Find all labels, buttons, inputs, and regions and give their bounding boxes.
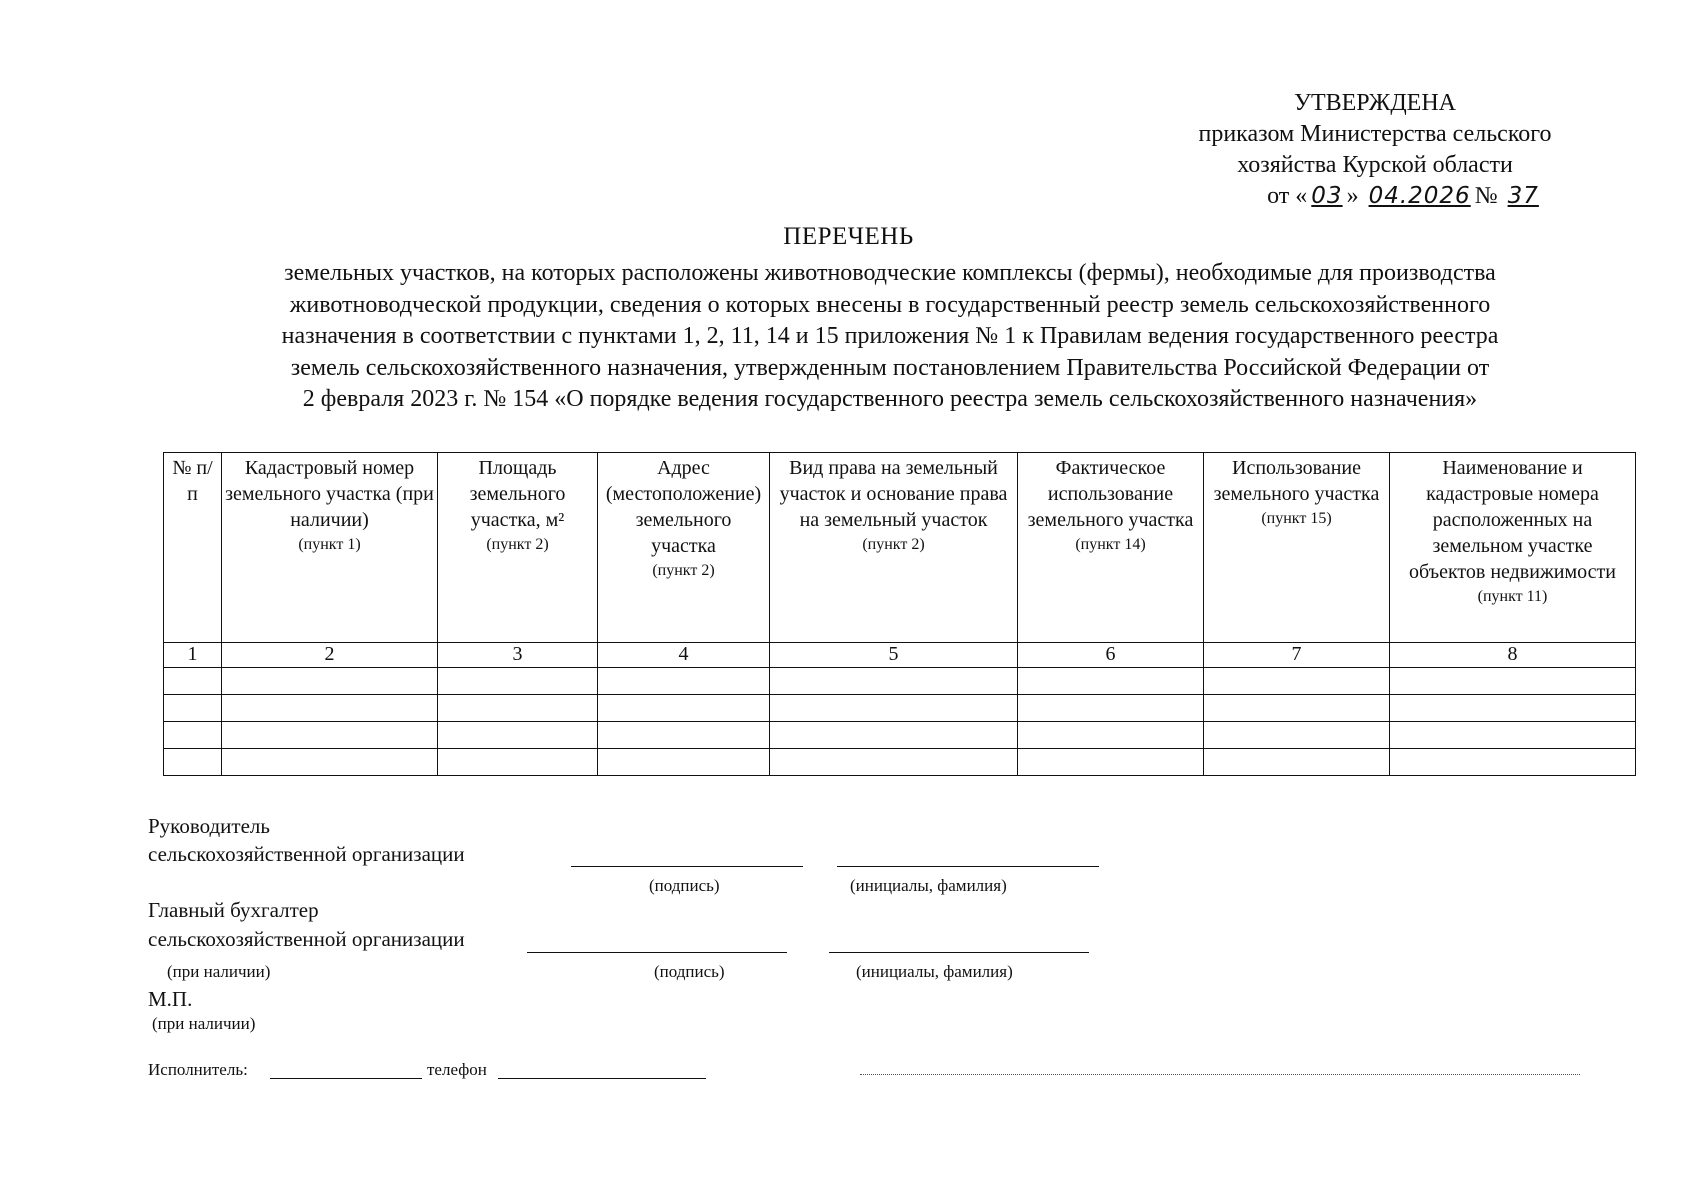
col-header-number xyxy=(164,453,222,643)
accountant-signature-caption: (подпись) xyxy=(654,962,725,981)
table-cell[interactable] xyxy=(438,722,598,749)
subtitle-line: земельных участков, на которых расположены животноводческие комплексы (фермы), необходимые для производства xyxy=(284,260,1496,286)
head-name-caption: (инициалы, фамилия) xyxy=(850,876,1007,895)
table-cell[interactable] xyxy=(438,695,598,722)
table-cell[interactable] xyxy=(1204,749,1390,776)
table-cell[interactable] xyxy=(222,722,438,749)
column-number: 5 xyxy=(770,643,1018,668)
col-header-point: (пункт 2) xyxy=(862,536,925,553)
accountant-title: Главный бухгалтер xyxy=(148,898,319,922)
head-title: Руководитель xyxy=(148,814,270,838)
empty-rows xyxy=(164,668,1636,776)
table-cell[interactable] xyxy=(770,695,1018,722)
col-header-objects xyxy=(1390,453,1636,643)
col-header-label: Наименование и кадастровые номера расположенных на земельном участке объектов недвижимости xyxy=(1409,457,1616,583)
col-header-label: Использование земельного участка xyxy=(1213,457,1380,505)
document-title: ПЕРЕЧЕНЬ xyxy=(783,223,914,250)
column-number: 1 xyxy=(164,643,222,668)
table-cell[interactable] xyxy=(770,749,1018,776)
head-name-field[interactable] xyxy=(837,866,1099,867)
table-header-row xyxy=(164,453,1636,643)
column-number: 3 xyxy=(438,643,598,668)
table-cell[interactable] xyxy=(598,749,770,776)
approval-line-1: приказом Министерства сельского xyxy=(1198,121,1552,147)
date-month-year-handwritten: 04.2026 xyxy=(1368,183,1471,209)
col-header-label: Адрес (местоположение) земельного участка xyxy=(605,457,762,557)
table-cell[interactable] xyxy=(1018,749,1204,776)
table-cell[interactable] xyxy=(770,722,1018,749)
col-header-point: (пункт 2) xyxy=(652,562,715,579)
table-cell[interactable] xyxy=(770,668,1018,695)
table-cell[interactable] xyxy=(164,722,222,749)
column-number: 7 xyxy=(1204,643,1390,668)
order-number-handwritten: 37 xyxy=(1507,183,1539,209)
head-signature-field[interactable] xyxy=(571,866,803,867)
table-cell[interactable] xyxy=(1390,668,1636,695)
table-cell[interactable] xyxy=(1204,668,1390,695)
executor-label: Исполнитель: xyxy=(148,1060,248,1079)
table-cell[interactable] xyxy=(598,722,770,749)
stamp-if-any: (при наличии) xyxy=(152,1014,256,1033)
table-cell[interactable] xyxy=(222,668,438,695)
scan-artifact-line xyxy=(860,1074,1580,1075)
table-cell[interactable] xyxy=(1018,695,1204,722)
col-header-right-type xyxy=(770,453,1018,643)
col-header-actual-use xyxy=(1018,453,1204,643)
land-plots-table xyxy=(163,452,1636,776)
stamp-label: М.П. xyxy=(148,987,193,1011)
table-cell[interactable] xyxy=(1390,749,1636,776)
date-day-handwritten: 03 xyxy=(1311,183,1343,209)
table-cell[interactable] xyxy=(164,695,222,722)
table-cell[interactable] xyxy=(438,668,598,695)
table-row xyxy=(164,695,1636,722)
table-row xyxy=(164,668,1636,695)
subtitle-line: земель сельскохозяйственного назначения, утвержденным постановлением Правительства Российской Федерации от xyxy=(290,354,1490,381)
col-header-point: (пункт 15) xyxy=(1261,510,1332,527)
col-header-area xyxy=(438,453,598,643)
subtitle-line: назначения в соответствии с пунктами 1, 2, 11, 14 и 15 приложения № 1 к Правилам ведения государственного реестра xyxy=(281,323,1499,349)
table-row xyxy=(164,749,1636,776)
col-header-label: Площадь земельного участка, м² xyxy=(469,457,566,531)
col-header-label: Кадастровый номер земельного участка (при наличии) xyxy=(225,457,434,531)
col-header-label: № п/п xyxy=(172,457,213,505)
col-header-point: (пункт 1) xyxy=(298,536,361,553)
accountant-name-field[interactable] xyxy=(829,952,1089,953)
table-cell[interactable] xyxy=(438,749,598,776)
table-cell[interactable] xyxy=(164,668,222,695)
table-cell[interactable] xyxy=(1204,695,1390,722)
accountant-if-any: (при наличии) xyxy=(167,962,271,981)
col-header-address xyxy=(598,453,770,643)
phone-label: телефон xyxy=(427,1060,487,1079)
head-organization: сельскохозяйственной организации xyxy=(148,842,465,866)
column-numbers-row xyxy=(164,643,1636,668)
table-row xyxy=(164,722,1636,749)
table-cell[interactable] xyxy=(598,695,770,722)
table-cell[interactable] xyxy=(222,749,438,776)
accountant-organization: сельскохозяйственной организации xyxy=(148,927,465,951)
approval-block xyxy=(1150,88,1600,212)
table-cell[interactable] xyxy=(1018,722,1204,749)
table-cell[interactable] xyxy=(1390,695,1636,722)
column-number: 2 xyxy=(222,643,438,668)
col-header-cadastral xyxy=(222,453,438,643)
col-header-use xyxy=(1204,453,1390,643)
col-header-point: (пункт 11) xyxy=(1477,588,1548,605)
column-number: 6 xyxy=(1018,643,1204,668)
executor-field[interactable] xyxy=(270,1078,422,1079)
column-number: 8 xyxy=(1390,643,1636,668)
approval-line-2: хозяйства Курской области xyxy=(1237,152,1513,178)
table-cell[interactable] xyxy=(1018,668,1204,695)
column-number: 4 xyxy=(598,643,770,668)
head-signature-caption: (подпись) xyxy=(649,876,720,895)
table-cell[interactable] xyxy=(598,668,770,695)
subtitle-line: животноводческой продукции, сведения о которых внесены в государственный реестр земель сельскохозяйственного xyxy=(289,291,1491,318)
date-prefix: от « xyxy=(1267,183,1308,209)
col-header-point: (пункт 2) xyxy=(486,536,549,553)
date-mid: » xyxy=(1346,183,1359,209)
col-header-label: Вид права на земельный участок и основание права на земельный участок xyxy=(779,457,1008,531)
table-cell[interactable] xyxy=(1204,722,1390,749)
subtitle-line: 2 февраля 2023 г. № 154 «О порядке ведения государственного реестра земель сельскохозяйственного назначения» xyxy=(302,386,1478,412)
accountant-signature-field[interactable] xyxy=(527,952,787,953)
col-header-label: Фактическое использование земельного участка xyxy=(1027,457,1194,531)
table-cell[interactable] xyxy=(1390,722,1636,749)
document-subtitle xyxy=(150,258,1630,416)
approval-date-line xyxy=(1150,181,1600,212)
table-cell[interactable] xyxy=(164,749,222,776)
number-label: № xyxy=(1474,183,1498,209)
col-header-point: (пункт 14) xyxy=(1075,536,1146,553)
table-cell[interactable] xyxy=(222,695,438,722)
approval-heading: УТВЕРЖДЕНА xyxy=(1293,90,1457,116)
phone-field[interactable] xyxy=(498,1078,706,1079)
accountant-name-caption: (инициалы, фамилия) xyxy=(856,962,1013,981)
